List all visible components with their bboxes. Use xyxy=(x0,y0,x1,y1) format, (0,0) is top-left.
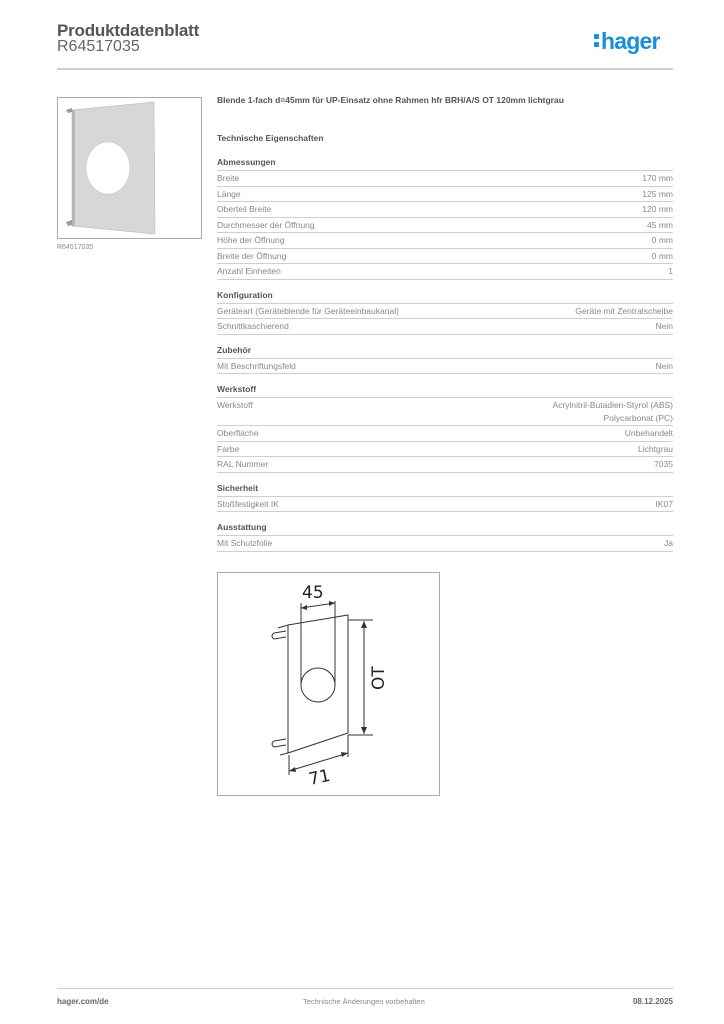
dimension-drawing-icon xyxy=(218,573,439,795)
section-abmessungen xyxy=(217,157,673,280)
technical-drawing xyxy=(217,572,440,796)
section-title: Abmessungen xyxy=(217,157,673,171)
tech-properties-heading: Technische Eigenschaften xyxy=(217,133,324,143)
table-row: Werkstoff Acrylnitril-Butadien-Styrol (ABS) Polycarbonat (PC) xyxy=(217,398,673,426)
section-title: Sicherheit xyxy=(217,483,673,497)
product-thumbnail xyxy=(57,97,202,239)
footer-divider xyxy=(57,988,673,989)
logo-colon-icon xyxy=(594,31,599,50)
dim-width-label: 71 xyxy=(306,765,333,790)
footer-notice: Technische Änderungen vorbehalten xyxy=(303,997,425,1006)
product-name: Blende 1-fach d=45mm für UP-Einsatz ohne Rahmen hfr BRH/A/S OT 120mm lichtgrau xyxy=(217,95,564,105)
section-title: Zubehör xyxy=(217,345,673,359)
section-zubehoer xyxy=(217,345,673,375)
footer-date: 08.12.2025 xyxy=(632,997,673,1006)
section-title: Ausstattung xyxy=(217,522,673,536)
table-row: Mit Schutzfolie Ja xyxy=(217,536,673,552)
section-sicherheit xyxy=(217,483,673,513)
table-row: Farbe Lichtgrau xyxy=(217,442,673,458)
table-row: Anzahl Einheiten 1 xyxy=(217,264,673,280)
product-details xyxy=(217,95,673,588)
dim-height-label: OT xyxy=(369,666,389,690)
thumbnail-caption: R64517035 xyxy=(57,244,94,251)
table-row: Stoßfestigkeit IK IK07 xyxy=(217,497,673,513)
table-row: Oberteil Breite 120 mm xyxy=(217,202,673,218)
table-row: Mit Beschriftungsfeld Nein xyxy=(217,359,673,375)
section-ausstattung xyxy=(217,522,673,552)
product-image-icon xyxy=(58,98,201,238)
section-werkstoff xyxy=(217,384,673,473)
hager-logo: hager xyxy=(594,28,660,55)
table-row: RAL Nummer 7035 xyxy=(217,457,673,473)
section-title: Werkstoff xyxy=(217,384,673,398)
dim-opening-label: 45 xyxy=(302,583,324,603)
table-row: Schnittkaschierend Nein xyxy=(217,319,673,335)
table-row: Breite der Öffnung 0 mm xyxy=(217,249,673,265)
table-row: Geräteart (Geräteblende für Geräteeinbaukanal) Geräte mit Zentralscheibe xyxy=(217,304,673,320)
footer-website-link[interactable]: hager.com/de xyxy=(57,997,109,1006)
page-title: Produktdatenblatt xyxy=(57,21,200,40)
table-row: Breite 170 mm xyxy=(217,171,673,187)
section-konfiguration xyxy=(217,290,673,335)
table-row: Länge 125 mm xyxy=(217,187,673,203)
article-number: R64517035 xyxy=(57,38,140,55)
header-divider xyxy=(57,68,673,70)
section-title: Konfiguration xyxy=(217,290,673,304)
table-row: Höhe der Öffnung 0 mm xyxy=(217,233,673,249)
table-row: Durchmesser der Öffnung 45 mm xyxy=(217,218,673,234)
table-row: Oberfläche Unbehandelt xyxy=(217,426,673,442)
